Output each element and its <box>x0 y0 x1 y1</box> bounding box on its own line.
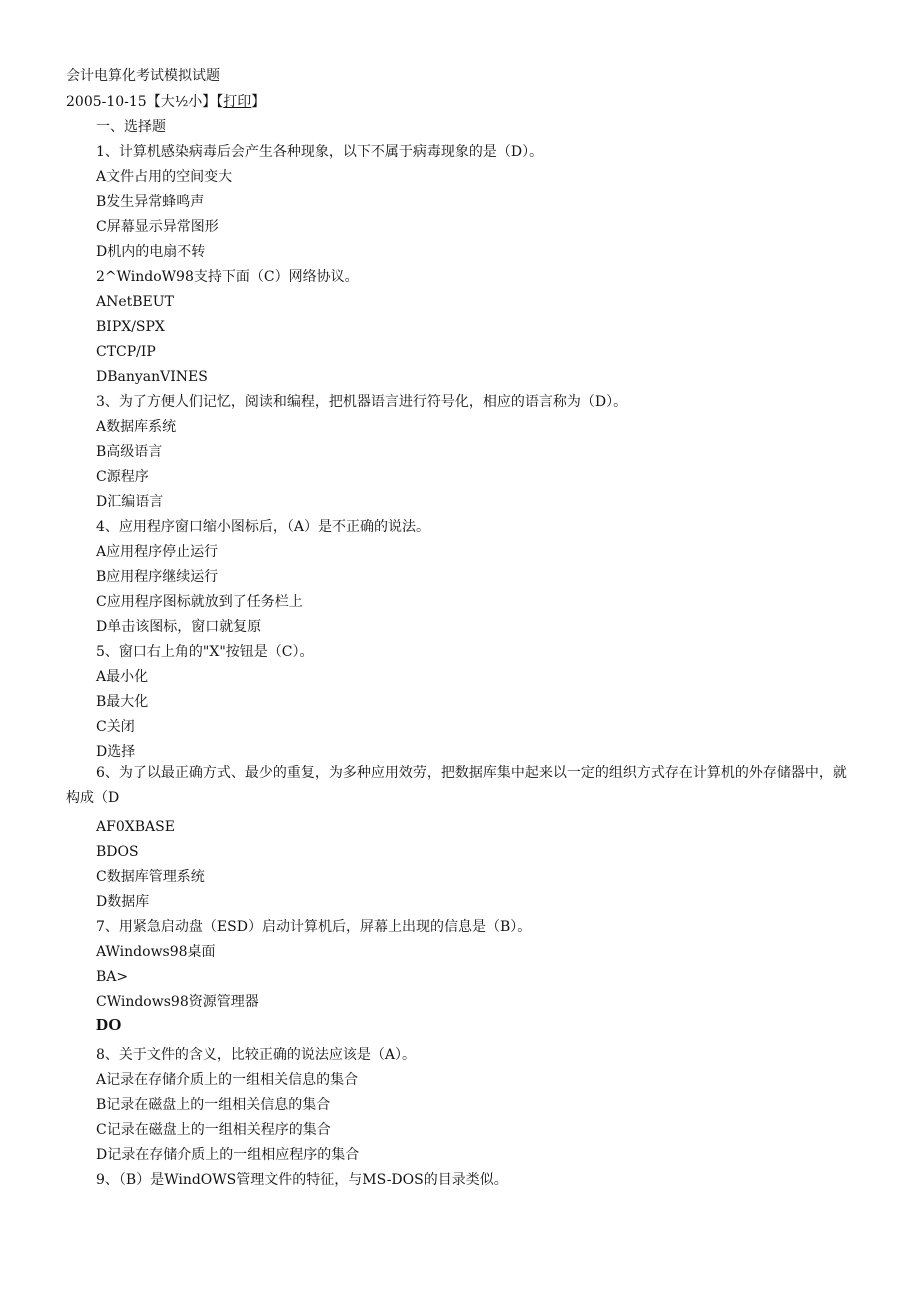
option-line: D数据库 <box>96 894 150 910</box>
option-line: C源程序 <box>96 469 149 485</box>
option-line: BDOS <box>96 844 139 860</box>
option-line: C记录在磁盘上的一组相关程序的集合 <box>96 1122 331 1138</box>
option-line: A文件占用的空间变大 <box>96 169 233 185</box>
option-line: BIPX/SPX <box>96 319 165 335</box>
question-line: 7、用紧急启动盘（ESD）启动计算机后，屏幕上出现的信息是（B）。 <box>96 919 532 935</box>
option-line: D记录在存储介质上的一组相应程序的集合 <box>96 1147 360 1163</box>
option-line: D单击该图标，窗口就复原 <box>96 619 262 635</box>
font-size-mid-link[interactable]: ½ <box>174 94 189 110</box>
option-line: AWindows98桌面 <box>96 944 216 960</box>
option-line: C数据库管理系统 <box>96 869 205 885</box>
option-line: C关闭 <box>96 719 135 735</box>
option-line: CTCP/IP <box>96 344 156 360</box>
option-line: A记录在存储介质上的一组相关信息的集合 <box>96 1072 359 1088</box>
option-line: B最大化 <box>96 694 149 710</box>
option-line: B应用程序继续运行 <box>96 569 219 585</box>
doc-title: 会计电算化考试模拟试题 <box>66 68 220 84</box>
question-line: 9、（B）是WindOWS管理文件的特征，与MS-DOS的目录类似。 <box>96 1172 508 1188</box>
font-size-small-link[interactable]: 小】 <box>188 94 217 110</box>
option-line: D汇编语言 <box>96 494 164 510</box>
option-line: A数据库系统 <box>96 419 177 435</box>
option-line-large: DO <box>96 1015 122 1034</box>
print-bracket-open: 【 <box>216 94 224 110</box>
option-line: ANetBEUT <box>96 294 174 310</box>
option-line: A应用程序停止运行 <box>96 544 219 560</box>
print-bracket-close: 】 <box>251 94 266 110</box>
print-link[interactable]: 打印 <box>223 94 252 110</box>
option-line: D机内的电扇不转 <box>96 244 206 260</box>
question-line: 1、计算机感染病毒后会产生各种现象，以下不属于病毒现象的是（D）。 <box>96 144 544 160</box>
option-line: AF0XBASE <box>96 819 175 835</box>
question-line: 8、关于文件的含义，比较正确的说法应该是（A）。 <box>96 1047 417 1063</box>
question-line: 5、窗口右上角的"X"按钮是（C）。 <box>96 644 314 660</box>
option-line: C屏幕显示异常图形 <box>96 219 219 235</box>
section-heading: 一、选择题 <box>96 119 166 135</box>
option-line: A最小化 <box>96 669 149 685</box>
option-line: D选择 <box>96 744 136 760</box>
doc-meta-row <box>66 93 265 111</box>
option-line: DBanyanVINES <box>96 369 208 385</box>
font-size-large-link[interactable]: 【大 <box>146 94 175 110</box>
option-line: BA> <box>96 969 129 985</box>
doc-date: 2005-10-15 <box>66 94 147 110</box>
option-line: B记录在磁盘上的一组相关信息的集合 <box>96 1097 331 1113</box>
question-line: 3、为了方便人们记忆，阅读和编程，把机器语言进行符号化，相应的语言称为（D）。 <box>96 394 628 410</box>
option-line: B高级语言 <box>96 444 163 460</box>
question-paragraph: 6、为了以最正确方式、最少的重复，为多种应用效劳，把数据库集中起来以一定的组织方式存在计算机的外存储器中，就构成（D <box>66 765 847 806</box>
question-line: 4、应用程序窗口缩小图标后，（A）是不正确的说法。 <box>96 519 431 535</box>
option-line: C应用程序图标就放到了任务栏上 <box>96 594 303 610</box>
option-line: CWindows98资源管理器 <box>96 994 259 1010</box>
option-line: B发生异常蜂鸣声 <box>96 194 205 210</box>
question-line: 2^WindoW98支持下面（C）网络协议。 <box>96 269 359 285</box>
